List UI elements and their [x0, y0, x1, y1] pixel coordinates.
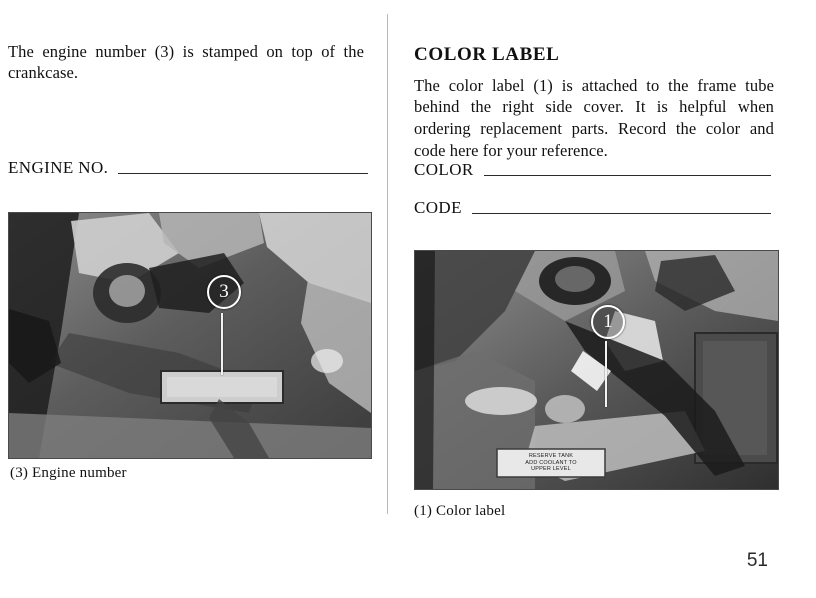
- engine-no-field-row: [8, 158, 368, 178]
- reserve-tank-sticker: [499, 451, 603, 475]
- engine-photo-caption: (3) Engine number: [10, 465, 127, 481]
- color-label-photo: [414, 250, 779, 490]
- color-label-heading: COLOR LABEL: [414, 43, 560, 65]
- callout-3: 3: [207, 275, 241, 309]
- engine-number-leader-line: [221, 313, 223, 375]
- callout-1: 1: [591, 305, 625, 339]
- engine-number-photo: [8, 212, 372, 459]
- reserve-tank-line-3: UPPER LEVEL: [531, 466, 571, 473]
- color-label-leader-line: [605, 341, 607, 407]
- column-divider: [387, 14, 388, 514]
- code-field-row: [414, 198, 771, 218]
- engine-number-photo-image: [9, 213, 371, 458]
- color-label-paragraph: The color label (1) is attached to the frame tube behind the right side cover. It is helpful when ordering replacement parts. Record the color and code here for your reference.: [414, 75, 774, 161]
- page-number: 51: [746, 550, 768, 571]
- code-write-line[interactable]: [472, 213, 771, 214]
- reserve-tank-line-2: ADD COOLANT TO: [525, 459, 577, 466]
- color-photo-caption: (1) Color label: [414, 503, 506, 519]
- engine-no-label: ENGINE NO.: [8, 158, 109, 177]
- color-field-row: [414, 160, 771, 180]
- engine-number-paragraph: The engine number (3) is stamped on top of the crankcase.: [8, 41, 364, 83]
- color-label: COLOR: [414, 160, 474, 179]
- reserve-tank-line-1: RESERVE TANK: [528, 452, 574, 459]
- color-write-line[interactable]: [484, 175, 771, 176]
- engine-no-write-line[interactable]: [118, 173, 368, 174]
- code-label: CODE: [414, 198, 462, 217]
